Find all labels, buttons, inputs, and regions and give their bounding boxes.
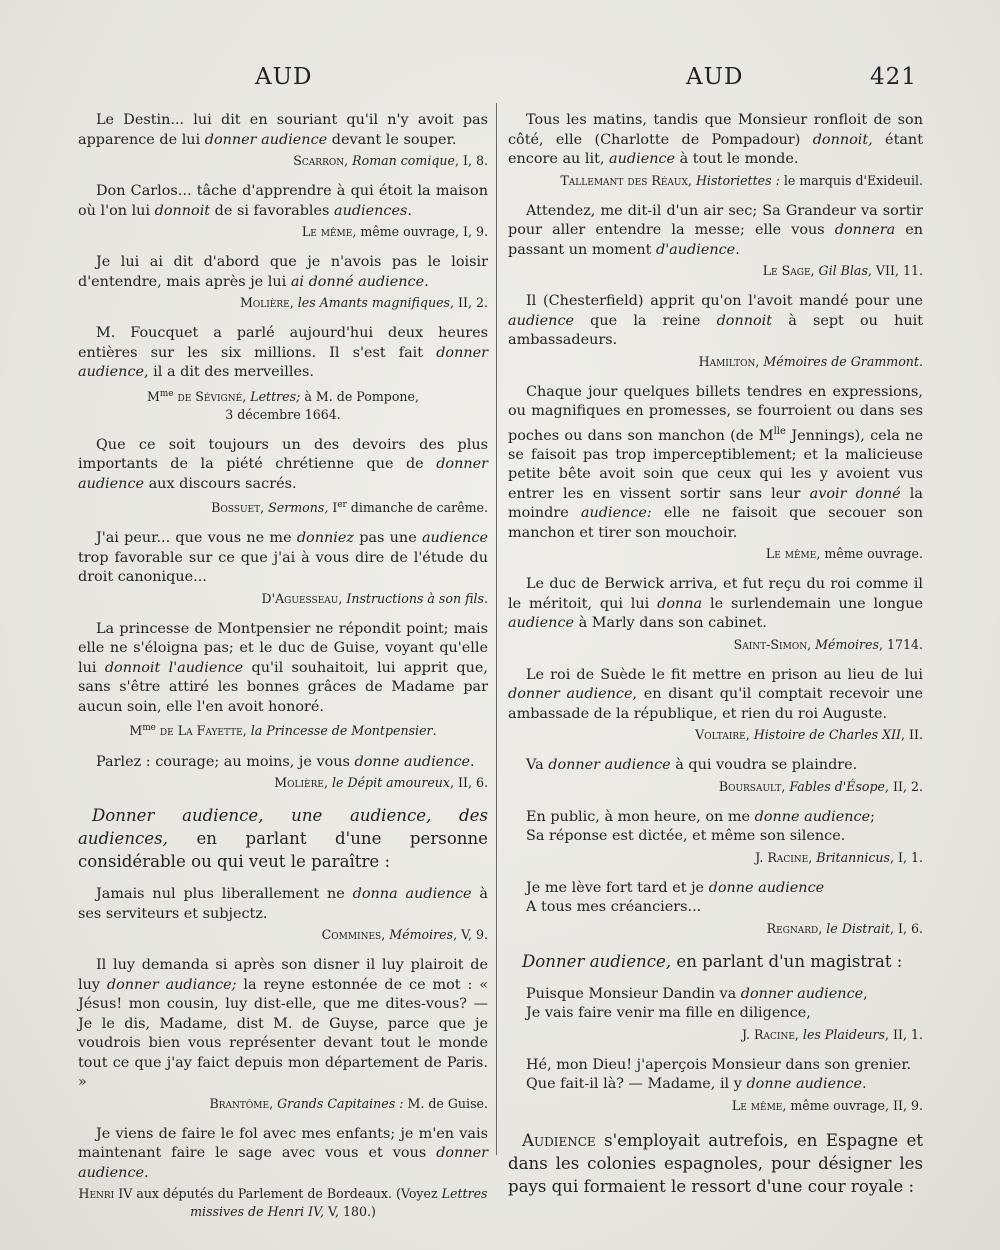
source-attribution: Bossuet, Sermons, Ier dimanche de carême.	[211, 500, 488, 516]
verse-line: Va donner audience à qui voudra se plaindre.	[526, 757, 858, 774]
left-column	[78, 111, 488, 1233]
quotation: Le duc de Berwick arriva, et fut reçu du roi comme il le méritoit, qui lui donna le surlendemain une longue audience à Marly dans son cabinet.	[508, 576, 923, 632]
verse-line: Que fait-il là? — Madame, il y donne audience.	[526, 1076, 867, 1093]
quotation: Attendez, me dit-il d'un air sec; Sa Grandeur va sortir pour aller entendre la messe; elle vous donnera en passant un moment d'audience.	[508, 202, 924, 258]
citation-entry	[508, 666, 923, 745]
verse-line: Hé, mon Dieu! j'aperçois Monsieur dans son grenier.	[526, 1056, 912, 1073]
citation-entry	[78, 111, 488, 170]
section-heading	[78, 804, 488, 873]
verse-line: En public, à mon heure, on me donne audience;	[526, 808, 875, 825]
verse-line: Sa réponse est dictée, et même son silence.	[526, 828, 846, 845]
column-divider	[496, 103, 497, 1155]
running-head-left: AUD	[255, 64, 313, 90]
quotation: Que ce soit toujours un des devoirs des plus importants de la piété chrétienne que de donner audience aux discours sacrés.	[78, 436, 488, 492]
citation-entry	[78, 956, 488, 1113]
citation-entry	[78, 182, 488, 241]
quotation: Tous les matins, tandis que Monsieur ronfloit de son côté, elle (Charlotte de Pompadour) donnoit, étant encore au lit, audience à tout le monde.	[508, 112, 923, 167]
verse-line: A tous mes créanciers...	[526, 899, 702, 916]
page-number: 421	[870, 64, 917, 90]
verse-line: Puisque Monsieur Dandin va donner audience,	[526, 985, 868, 1002]
quotation: Le Destin... lui dit en souriant qu'il n'y avoit pas apparence de lui donner audience devant le souper.	[78, 112, 488, 148]
verse-line: Je me lève fort tard et je donne audience	[526, 879, 825, 896]
quotation: J'ai peur... que vous ne me donniez pas une audience trop favorable sur ce que j'ai à vous dire de l'étude du droit canonique...	[78, 530, 488, 586]
citation-entry	[78, 753, 488, 793]
citation-entry	[508, 111, 923, 190]
section-heading	[508, 950, 923, 973]
citation-entry	[78, 620, 488, 741]
quotation: Il (Chesterfield) apprit qu'on l'avoit mandé pour une audience que la reine donnoit à sept ou huit ambassadeurs.	[508, 293, 923, 348]
source-attribution: Henri IV aux députés du Parlement de Bordeaux. (Voyez Lettres missives de Henri IV, V, 180.)	[78, 1186, 488, 1220]
source-attribution: Le même, même ouvrage.	[765, 546, 923, 562]
source-attribution: Tallemant des Réaux, Historiettes : le marquis d'Exideuil.	[560, 172, 923, 188]
source-attribution: Molière, les Amants magnifiques, II, 2.	[239, 295, 488, 310]
quotation: M. Foucquet a parlé aujourd'hui deux heures entières sur les six millions. Il s'est fait donner audience, il a dit des merveilles.	[78, 325, 488, 380]
citation-entry	[78, 529, 488, 608]
quotation: Je lui ai dit d'abord que je n'avois pas le loisir d'entendre, mais après je lui ai donné audience.	[78, 254, 488, 290]
heading-text: Donner audience, en parlant d'un magistrat :	[522, 951, 903, 971]
source-attribution: Voltaire, Histoire de Charles XII, II.	[695, 727, 923, 743]
citation-entry	[78, 1125, 488, 1222]
citation-entry	[508, 1056, 923, 1115]
quotation: Il luy demanda si après son disner il luy plairoit de luy donner audiance; la reyne estonnée de ce mot : « Jésus! mon cousin, luy dist-elle, que me dites-vous? — Je le dis, Madame, dist M. de Guyse, parce que je voudrois bien vous représenter devant tout le monde tout ce que j'ay faict depuis mon département de Paris. »	[78, 957, 488, 1091]
quotation: Jamais nul plus liberallement ne donna audience à ses serviteurs et subjectz.	[78, 886, 488, 922]
citation-entry	[78, 436, 488, 518]
source-attribution: Saint-Simon, Mémoires, 1714.	[733, 636, 923, 652]
source-attribution: D'Aguesseau, Instructions à son fils.	[261, 590, 488, 606]
running-head-center: AUD	[686, 64, 744, 90]
quotation: Chaque jour quelques billets tendres en expressions, ou magnifiques en promesses, se fourroient ou dans ses poches ou dans son manchon (de $M^{lle}$ Jennings), cela ne se faisoit pas trop imperceptiblement; et la malicieuse petite bête avoit soin que ceux qui les y avoient vus entrer les en vissent sortir sans leur avoir donné la moindre audience: elle ne faisoit que secouer son manchon et tirer son mouchoir.	[508, 383, 923, 541]
source-attribution: Boursault, Fables d'Ésope, II, 2.	[718, 778, 923, 794]
citation-entry	[508, 292, 923, 371]
citation-entry	[508, 879, 923, 938]
source-attribution: Hamilton, Mémoires de Grammont.	[698, 353, 923, 369]
source-attribution: J. Racine, Britannicus, I, 1.	[755, 849, 923, 865]
verse-line: Parlez : courage; au moins, je vous donne audience.	[96, 753, 475, 770]
quotation: Le roi de Suède le fit mettre en prison au lieu de lui donner audience, en disant qu'il comptait recevoir une ambassade de la république, et rien du roi Auguste.	[508, 666, 924, 722]
source-attribution: Molière, le Dépit amoureux, II, 6.	[274, 775, 488, 791]
quotation: Don Carlos... tâche d'apprendre à qui étoit la maison où l'on lui donnoit de si favorables audiences.	[78, 183, 488, 219]
source-attribution: Commines, Mémoires, V, 9.	[321, 927, 488, 943]
section-heading	[508, 1129, 923, 1198]
source-attribution: Brantôme, Grands Capitaines : M. de Guise.	[209, 1095, 488, 1111]
source-attribution: Le même, même ouvrage, II, 9.	[731, 1097, 923, 1113]
source-attribution: Scarron, Roman comique, I, 8.	[293, 153, 488, 168]
verse-line: Je vais faire venir ma fille en diligence,	[526, 1005, 811, 1022]
citation-entry	[508, 808, 923, 867]
citation-entry	[78, 324, 488, 424]
citation-entry	[78, 253, 488, 312]
right-column	[508, 111, 923, 1210]
quotation: Je viens de faire le fol avec mes enfants; je m'en vais maintenant faire le sage avec vous et vous donner audience.	[78, 1125, 488, 1181]
source-attribution: $M^{me}$ de Sévigné, Lettres; à M. de Pompone, 3 décembre 1664.	[147, 388, 419, 422]
source-attribution: Regnard, le Distrait, I, 6.	[766, 920, 923, 936]
source-attribution: Le Sage, Gil Blas, VII, 11.	[762, 263, 923, 278]
source-attribution: Le même, même ouvrage, I, 9.	[301, 224, 488, 239]
citation-entry	[508, 756, 923, 796]
source-attribution: $M^{me}$ de La Fayette, la Princesse de Montpensier.	[129, 723, 437, 739]
quotation: La princesse de Montpensier ne répondit point; mais elle ne s'éloigna pas; et le duc de Guise, voyant qu'elle lui donnoit l'audience qu'il souhaitoit, lui apprit que, sans s'être attiré les bonnes grâces de Madame par aucun soin, elle l'en avoit honoré.	[78, 620, 488, 715]
source-attribution: J. Racine, les Plaideurs, II, 1.	[741, 1026, 923, 1042]
heading-text: Donner audience, une audience, des audiences, en parlant d'une personne considérable ou qui veut le paraître :	[78, 806, 488, 872]
citation-entry	[78, 885, 488, 944]
citation-entry	[508, 575, 923, 654]
citation-entry	[508, 383, 923, 564]
heading-text: Audience s'employait autrefois, en Espagne et dans les colonies espagnoles, pour désigner les pays qui formaient le ressort d'une cour royale :	[508, 1130, 923, 1196]
citation-entry	[508, 985, 923, 1044]
citation-entry	[508, 202, 923, 281]
